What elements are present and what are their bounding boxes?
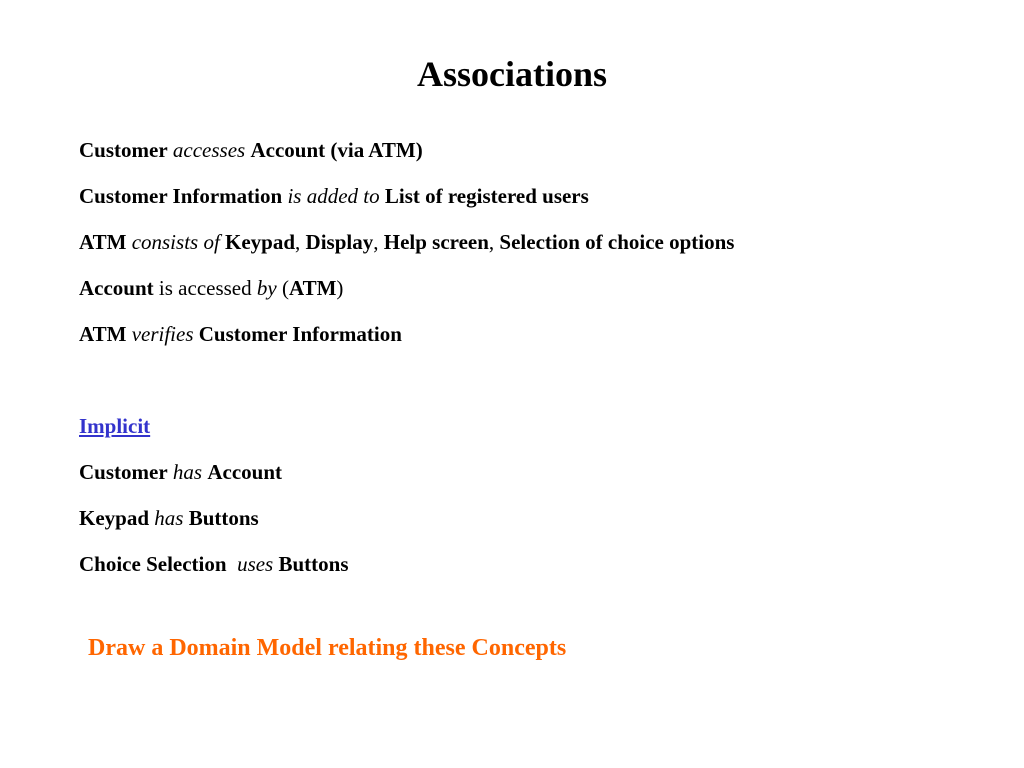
relation-verb: has [172, 460, 203, 484]
concept: Keypad [225, 230, 296, 254]
concept: Buttons [188, 506, 259, 530]
concept: Keypad [79, 506, 150, 530]
implicit-link[interactable]: Implicit [79, 414, 151, 438]
concept: Selection of choice options [499, 230, 735, 254]
concept: Account [79, 276, 154, 300]
concept: Buttons [278, 552, 349, 576]
separator [227, 552, 238, 576]
association-line-2 [79, 183, 589, 209]
relation-verb: is added to [287, 184, 380, 208]
concept: Choice Selection [79, 552, 227, 576]
association-line-3 [79, 229, 734, 255]
implicit-line-1 [79, 459, 282, 485]
concept: ATM [79, 322, 127, 346]
implicit-heading-line [79, 413, 150, 439]
association-line-1 [79, 137, 423, 163]
concept: Help screen [383, 230, 489, 254]
implicit-line-2 [79, 505, 259, 531]
concept: ATM [79, 230, 127, 254]
implicit-line-3 [79, 551, 349, 577]
concept: ATM [288, 276, 337, 300]
concept: Account (via ATM) [250, 138, 423, 162]
association-line-4 [79, 275, 343, 301]
instruction-text: Draw a Domain Model relating these Concepts [88, 635, 567, 661]
relation-verb: accesses [172, 138, 246, 162]
relation-verb: by [256, 276, 277, 300]
separator: , [373, 230, 384, 254]
concept: Customer Information [198, 322, 402, 346]
separator: ( [276, 276, 289, 300]
concept: Account [207, 460, 283, 484]
slide-title: Associations [416, 54, 608, 94]
concept: List of registered users [384, 184, 589, 208]
separator: , [295, 230, 306, 254]
separator: ) [336, 276, 344, 300]
relation-verb: uses [237, 552, 274, 576]
relation-verb: consists of [131, 230, 220, 254]
association-line-5 [79, 321, 402, 347]
concept: Customer Information [79, 184, 283, 208]
separator: , [488, 230, 500, 254]
concept: Display [305, 230, 374, 254]
concept: Customer [79, 138, 168, 162]
concept: Customer [79, 460, 168, 484]
separator: is accessed [153, 276, 257, 300]
relation-verb: has [154, 506, 184, 530]
relation-verb: verifies [131, 322, 194, 346]
